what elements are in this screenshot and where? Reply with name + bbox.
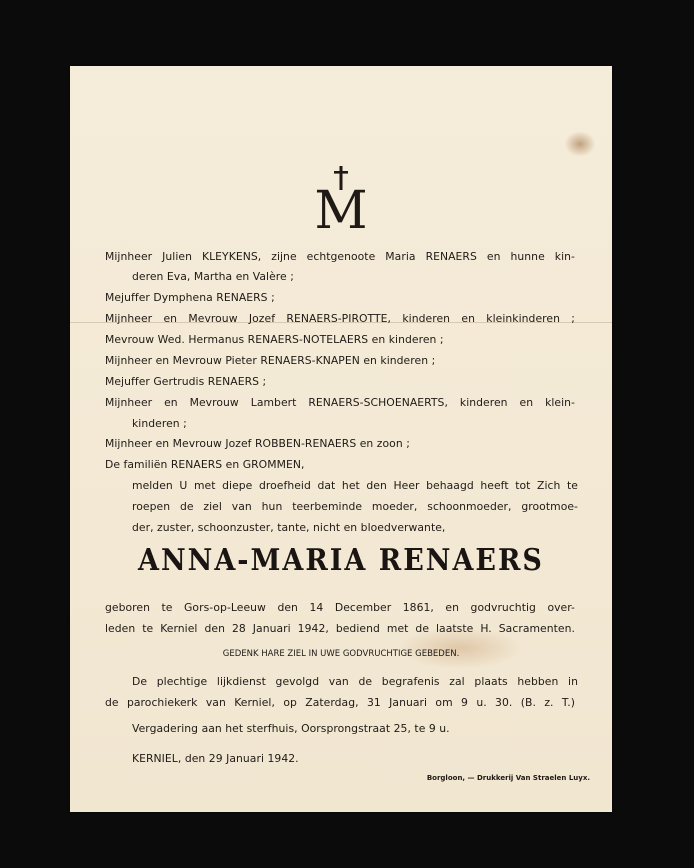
family-line-10: Mijnheer en Mevrouw Jozef ROBBEN-RENAERS en zoon ; (105, 437, 410, 450)
cross-m-icon (311, 166, 371, 230)
announcement-line-1: melden U met diepe droefheid dat het den Heer behaagd heeft tot Zich te (132, 479, 578, 492)
mourning-card (70, 66, 612, 812)
family-line-9: kinderen ; (132, 417, 187, 430)
announcement-line-2: roepen de ziel van hun teerbeminde moeder, schoonmoeder, grootmoe- (132, 500, 578, 513)
family-line-11: De familiën RENAERS en GROMMEN, (105, 458, 305, 471)
birth-death-line-1: geboren te Gors-op-Leeuw den 14 December 1861, en godvruchtig over- (105, 601, 575, 614)
marian-monogram (70, 166, 612, 234)
family-line-4: Mijnheer en Mevrouw Jozef RENAERS-PIROTTE, kinderen en kleinkinderen ; (105, 312, 575, 325)
svg-text:M: M (314, 181, 368, 230)
date-place-line: KERNIEL, den 29 Januari 1942. (132, 752, 299, 765)
family-line-5: Mevrouw Wed. Hermanus RENAERS-NOTELAERS en kinderen ; (105, 333, 444, 346)
family-line-7: Mejuffer Gertrudis RENAERS ; (105, 375, 267, 388)
announcement-line-3: der, zuster, schoonzuster, tante, nicht en bloedverwante, (132, 521, 446, 534)
family-line-8: Mijnheer en Mevrouw Lambert RENAERS-SCHOENAERTS, kinderen en klein- (105, 396, 575, 409)
meeting-line: Vergadering aan het sterfhuis, Oorsprongstraat 25, te 9 u. (132, 722, 450, 735)
family-line-6: Mijnheer en Mevrouw Pieter RENAERS-KNAPEN en kinderen ; (105, 354, 436, 367)
family-line-2: deren Eva, Martha en Valère ; (132, 270, 294, 283)
family-line-3: Mejuffer Dymphena RENAERS ; (105, 291, 275, 304)
birth-death-line-2: leden te Kerniel den 28 Januari 1942, bediend met de laatste H. Sacramenten. (105, 622, 575, 635)
family-line-1: Mijnheer Julien KLEYKENS, zijne echtgenoote Maria RENAERS en hunne kin- (105, 250, 575, 263)
deceased-name: ANNA-MARIA RENAERS (138, 543, 544, 578)
prayer-request: GEDENK HARE ZIEL IN UWE GODVRUCHTIGE GEBEDEN. (222, 649, 460, 659)
printer-credit: Borgloon, — Drukkerij Van Straelen Luyx. (426, 774, 590, 782)
funeral-line-2: de parochiekerk van Kerniel, op Zaterdag, 31 Januari om 9 u. 30. (B. z. T.) (105, 696, 575, 709)
funeral-line-1: De plechtige lijkdienst gevolgd van de begrafenis zal plaats hebben in (132, 675, 578, 688)
